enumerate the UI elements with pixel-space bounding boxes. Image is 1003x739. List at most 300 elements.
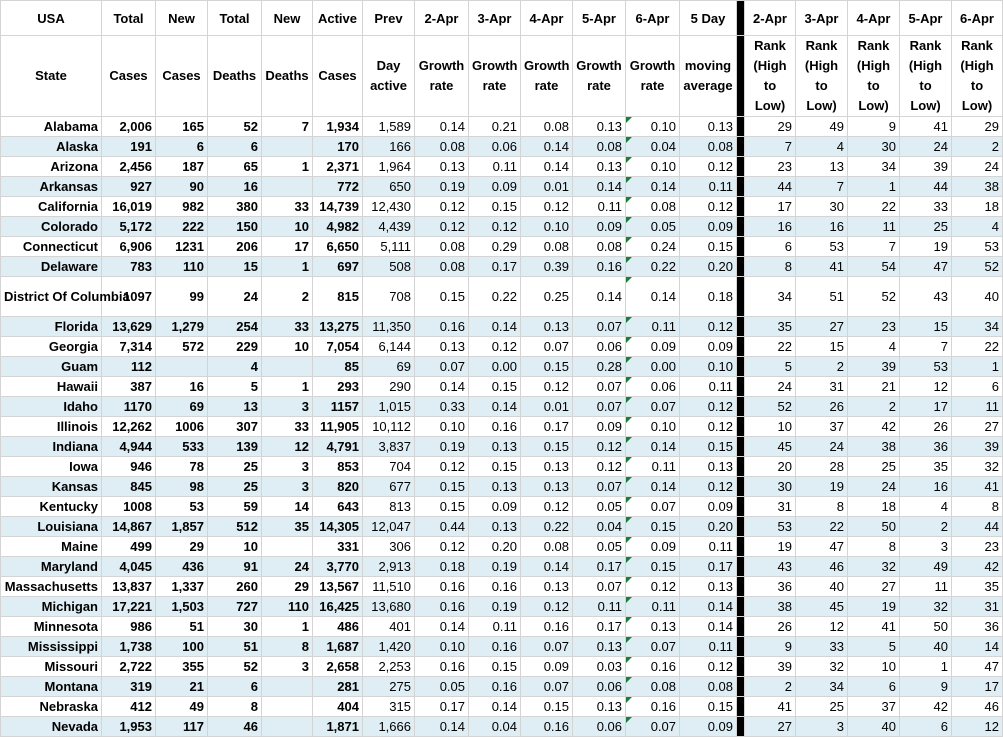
value-cell[interactable]: 927 xyxy=(102,177,156,197)
value-cell[interactable]: 3,837 xyxy=(363,437,415,457)
value-cell[interactable]: 44 xyxy=(745,177,796,197)
value-cell[interactable]: 1170 xyxy=(102,397,156,417)
value-cell[interactable]: 9 xyxy=(848,117,900,137)
value-cell[interactable]: 49 xyxy=(900,557,952,577)
header-cell[interactable]: Cases xyxy=(313,36,363,117)
value-cell[interactable]: 22 xyxy=(848,197,900,217)
value-cell[interactable]: 23 xyxy=(952,537,1003,557)
value-cell[interactable]: 0.14 xyxy=(521,157,573,177)
value-cell[interactable]: 0.19 xyxy=(415,437,469,457)
header-cell[interactable]: Rank (High to Low) xyxy=(796,36,848,117)
value-cell[interactable]: 0.06 xyxy=(573,717,626,737)
value-cell[interactable]: 6,650 xyxy=(313,237,363,257)
value-cell[interactable]: 165 xyxy=(156,117,208,137)
value-cell[interactable]: 0.16 xyxy=(415,597,469,617)
value-cell[interactable]: 0.44 xyxy=(415,517,469,537)
value-cell[interactable]: 0.21 xyxy=(469,117,521,137)
value-cell[interactable]: 1,871 xyxy=(313,717,363,737)
value-cell[interactable]: 0.14 xyxy=(626,177,680,197)
value-cell[interactable]: 0.14 xyxy=(415,117,469,137)
value-cell[interactable]: 45 xyxy=(796,597,848,617)
value-cell[interactable]: 27 xyxy=(848,577,900,597)
state-name-cell[interactable]: Florida xyxy=(1,317,102,337)
value-cell[interactable]: 29 xyxy=(745,117,796,137)
value-cell[interactable] xyxy=(262,717,313,737)
value-cell[interactable]: 436 xyxy=(156,557,208,577)
value-cell[interactable]: 1,420 xyxy=(363,637,415,657)
value-cell[interactable]: 0.14 xyxy=(626,477,680,497)
value-cell[interactable]: 1,953 xyxy=(102,717,156,737)
value-cell[interactable]: 29 xyxy=(262,577,313,597)
header-cell[interactable]: Day active xyxy=(363,36,415,117)
value-cell[interactable]: 0.17 xyxy=(573,557,626,577)
header-cell[interactable]: Cases xyxy=(102,36,156,117)
value-cell[interactable] xyxy=(262,177,313,197)
header-cell[interactable]: Growth rate xyxy=(626,36,680,117)
value-cell[interactable]: 3 xyxy=(262,477,313,497)
header-cell[interactable]: Total xyxy=(208,1,262,36)
value-cell[interactable]: 0.10 xyxy=(626,417,680,437)
value-cell[interactable]: 0.16 xyxy=(415,577,469,597)
value-cell[interactable]: 7 xyxy=(796,177,848,197)
value-cell[interactable]: 1006 xyxy=(156,417,208,437)
value-cell[interactable]: 0.16 xyxy=(415,657,469,677)
value-cell[interactable]: 33 xyxy=(262,317,313,337)
value-cell[interactable]: 16 xyxy=(796,217,848,237)
value-cell[interactable]: 307 xyxy=(208,417,262,437)
value-cell[interactable]: 30 xyxy=(208,617,262,637)
value-cell[interactable]: 1,015 xyxy=(363,397,415,417)
value-cell[interactable]: 21 xyxy=(156,677,208,697)
state-name-cell[interactable]: Arizona xyxy=(1,157,102,177)
value-cell[interactable]: 10 xyxy=(208,537,262,557)
value-cell[interactable]: 0.09 xyxy=(521,657,573,677)
value-cell[interactable]: 31 xyxy=(796,377,848,397)
value-cell[interactable]: 0.13 xyxy=(680,117,737,137)
value-cell[interactable]: 32 xyxy=(952,457,1003,477)
value-cell[interactable]: 0.00 xyxy=(469,357,521,377)
header-cell[interactable]: 2-Apr xyxy=(415,1,469,36)
value-cell[interactable]: 8 xyxy=(745,257,796,277)
value-cell[interactable]: 0.07 xyxy=(573,577,626,597)
state-name-cell[interactable]: Montana xyxy=(1,677,102,697)
value-cell[interactable]: 37 xyxy=(848,697,900,717)
value-cell[interactable]: 0.17 xyxy=(415,697,469,717)
header-cell[interactable]: Growth rate xyxy=(573,36,626,117)
value-cell[interactable]: 0.11 xyxy=(626,597,680,617)
value-cell[interactable]: 0.33 xyxy=(415,397,469,417)
value-cell[interactable]: 0.24 xyxy=(626,237,680,257)
value-cell[interactable]: 1,687 xyxy=(313,637,363,657)
value-cell[interactable]: 3 xyxy=(262,457,313,477)
value-cell[interactable]: 11,905 xyxy=(313,417,363,437)
value-cell[interactable]: 40 xyxy=(900,637,952,657)
value-cell[interactable]: 150 xyxy=(208,217,262,237)
value-cell[interactable]: 0.12 xyxy=(573,457,626,477)
value-cell[interactable]: 0.14 xyxy=(626,437,680,457)
value-cell[interactable]: 0.09 xyxy=(680,337,737,357)
value-cell[interactable]: 78 xyxy=(156,457,208,477)
value-cell[interactable]: 0.16 xyxy=(626,697,680,717)
state-name-cell[interactable]: California xyxy=(1,197,102,217)
value-cell[interactable]: 0.14 xyxy=(415,617,469,637)
state-name-cell[interactable]: Minnesota xyxy=(1,617,102,637)
state-name-cell[interactable]: Alaska xyxy=(1,137,102,157)
value-cell[interactable] xyxy=(262,697,313,717)
value-cell[interactable]: 29 xyxy=(156,537,208,557)
value-cell[interactable]: 50 xyxy=(848,517,900,537)
value-cell[interactable]: 8 xyxy=(848,537,900,557)
value-cell[interactable]: 4,439 xyxy=(363,217,415,237)
value-cell[interactable]: 91 xyxy=(208,557,262,577)
value-cell[interactable]: 41 xyxy=(900,117,952,137)
value-cell[interactable]: 0.13 xyxy=(573,637,626,657)
state-name-cell[interactable]: Alabama xyxy=(1,117,102,137)
header-cell[interactable]: Prev xyxy=(363,1,415,36)
value-cell[interactable] xyxy=(262,357,313,377)
value-cell[interactable]: 0.13 xyxy=(573,157,626,177)
value-cell[interactable]: 17 xyxy=(952,677,1003,697)
value-cell[interactable]: 1 xyxy=(952,357,1003,377)
value-cell[interactable]: 0.11 xyxy=(626,317,680,337)
header-cell[interactable]: 2-Apr xyxy=(745,1,796,36)
value-cell[interactable]: 0.15 xyxy=(415,477,469,497)
value-cell[interactable]: 0.05 xyxy=(626,217,680,237)
value-cell[interactable]: 39 xyxy=(848,357,900,377)
value-cell[interactable]: 53 xyxy=(952,237,1003,257)
value-cell[interactable]: 7 xyxy=(262,117,313,137)
value-cell[interactable]: 54 xyxy=(848,257,900,277)
value-cell[interactable]: 512 xyxy=(208,517,262,537)
value-cell[interactable]: 34 xyxy=(952,317,1003,337)
value-cell[interactable]: 0.12 xyxy=(415,537,469,557)
value-cell[interactable]: 1,503 xyxy=(156,597,208,617)
value-cell[interactable]: 12 xyxy=(952,717,1003,737)
value-cell[interactable]: 34 xyxy=(745,277,796,317)
value-cell[interactable]: 1,279 xyxy=(156,317,208,337)
value-cell[interactable]: 0.14 xyxy=(521,557,573,577)
value-cell[interactable]: 47 xyxy=(796,537,848,557)
value-cell[interactable]: 6,906 xyxy=(102,237,156,257)
value-cell[interactable]: 170 xyxy=(313,137,363,157)
value-cell[interactable]: 1,934 xyxy=(313,117,363,137)
value-cell[interactable]: 0.15 xyxy=(626,557,680,577)
value-cell[interactable]: 0.15 xyxy=(626,517,680,537)
value-cell[interactable]: 0.16 xyxy=(469,637,521,657)
value-cell[interactable]: 191 xyxy=(102,137,156,157)
value-cell[interactable]: 52 xyxy=(848,277,900,317)
state-name-cell[interactable]: Iowa xyxy=(1,457,102,477)
value-cell[interactable]: 12 xyxy=(796,617,848,637)
header-cell[interactable]: Rank (High to Low) xyxy=(900,36,952,117)
value-cell[interactable]: 1 xyxy=(262,157,313,177)
value-cell[interactable]: 380 xyxy=(208,197,262,217)
value-cell[interactable]: 0.08 xyxy=(521,537,573,557)
value-cell[interactable]: 986 xyxy=(102,617,156,637)
value-cell[interactable]: 17 xyxy=(745,197,796,217)
value-cell[interactable]: 19 xyxy=(745,537,796,557)
value-cell[interactable]: 17 xyxy=(262,237,313,257)
value-cell[interactable]: 1231 xyxy=(156,237,208,257)
value-cell[interactable]: 0.05 xyxy=(415,677,469,697)
value-cell[interactable]: 30 xyxy=(796,197,848,217)
value-cell[interactable]: 52 xyxy=(208,657,262,677)
state-name-cell[interactable]: Georgia xyxy=(1,337,102,357)
value-cell[interactable]: 0.14 xyxy=(415,377,469,397)
value-cell[interactable]: 290 xyxy=(363,377,415,397)
value-cell[interactable]: 0.16 xyxy=(469,677,521,697)
state-name-cell[interactable]: Delaware xyxy=(1,257,102,277)
value-cell[interactable]: 0.01 xyxy=(521,397,573,417)
header-cell[interactable]: 4-Apr xyxy=(521,1,573,36)
header-cell[interactable]: Deaths xyxy=(208,36,262,117)
state-name-cell[interactable]: Hawaii xyxy=(1,377,102,397)
value-cell[interactable]: 11 xyxy=(900,577,952,597)
value-cell[interactable]: 845 xyxy=(102,477,156,497)
value-cell[interactable]: 0.12 xyxy=(415,217,469,237)
value-cell[interactable]: 0.14 xyxy=(573,177,626,197)
value-cell[interactable]: 0.13 xyxy=(573,697,626,717)
value-cell[interactable]: 18 xyxy=(952,197,1003,217)
value-cell[interactable]: 38 xyxy=(952,177,1003,197)
value-cell[interactable]: 0.15 xyxy=(521,697,573,717)
value-cell[interactable] xyxy=(262,537,313,557)
header-cell[interactable]: Growth rate xyxy=(469,36,521,117)
state-name-cell[interactable]: Illinois xyxy=(1,417,102,437)
value-cell[interactable]: 26 xyxy=(900,417,952,437)
value-cell[interactable]: 412 xyxy=(102,697,156,717)
value-cell[interactable]: 23 xyxy=(848,317,900,337)
value-cell[interactable]: 0.22 xyxy=(521,517,573,537)
state-name-cell[interactable]: Michigan xyxy=(1,597,102,617)
value-cell[interactable]: 47 xyxy=(952,657,1003,677)
value-cell[interactable]: 1 xyxy=(262,617,313,637)
header-cell[interactable]: Cases xyxy=(156,36,208,117)
value-cell[interactable]: 6 xyxy=(745,237,796,257)
value-cell[interactable]: 0.20 xyxy=(469,537,521,557)
value-cell[interactable]: 32 xyxy=(900,597,952,617)
value-cell[interactable]: 65 xyxy=(208,157,262,177)
value-cell[interactable]: 3 xyxy=(900,537,952,557)
value-cell[interactable]: 25 xyxy=(208,477,262,497)
value-cell[interactable]: 52 xyxy=(745,397,796,417)
value-cell[interactable]: 15 xyxy=(796,337,848,357)
value-cell[interactable]: 0.20 xyxy=(680,517,737,537)
state-name-cell[interactable]: Guam xyxy=(1,357,102,377)
value-cell[interactable]: 946 xyxy=(102,457,156,477)
value-cell[interactable]: 0.04 xyxy=(626,137,680,157)
value-cell[interactable]: 697 xyxy=(313,257,363,277)
state-name-cell[interactable]: Maryland xyxy=(1,557,102,577)
value-cell[interactable]: 0.18 xyxy=(680,277,737,317)
value-cell[interactable]: 46 xyxy=(952,697,1003,717)
value-cell[interactable]: 42 xyxy=(848,417,900,437)
value-cell[interactable]: 24 xyxy=(208,277,262,317)
value-cell[interactable]: 0.11 xyxy=(573,597,626,617)
value-cell[interactable]: 2,722 xyxy=(102,657,156,677)
value-cell[interactable]: 33 xyxy=(796,637,848,657)
value-cell[interactable]: 22 xyxy=(745,337,796,357)
value-cell[interactable]: 9 xyxy=(745,637,796,657)
value-cell[interactable]: 0.15 xyxy=(680,697,737,717)
value-cell[interactable]: 0.13 xyxy=(680,457,737,477)
value-cell[interactable]: 12 xyxy=(262,437,313,457)
state-name-cell[interactable]: Massachusetts xyxy=(1,577,102,597)
value-cell[interactable]: 13 xyxy=(796,157,848,177)
value-cell[interactable]: 36 xyxy=(900,437,952,457)
value-cell[interactable]: 1,589 xyxy=(363,117,415,137)
value-cell[interactable]: 0.14 xyxy=(680,597,737,617)
value-cell[interactable]: 46 xyxy=(796,557,848,577)
value-cell[interactable]: 2,253 xyxy=(363,657,415,677)
value-cell[interactable]: 0.07 xyxy=(521,337,573,357)
value-cell[interactable]: 0.07 xyxy=(626,717,680,737)
value-cell[interactable]: 206 xyxy=(208,237,262,257)
value-cell[interactable]: 0.10 xyxy=(626,157,680,177)
value-cell[interactable]: 29 xyxy=(952,117,1003,137)
value-cell[interactable]: 0.08 xyxy=(415,237,469,257)
value-cell[interactable]: 0.08 xyxy=(626,197,680,217)
value-cell[interactable]: 39 xyxy=(900,157,952,177)
value-cell[interactable]: 19 xyxy=(900,237,952,257)
value-cell[interactable]: 1097 xyxy=(102,277,156,317)
value-cell[interactable]: 0.14 xyxy=(469,317,521,337)
state-name-cell[interactable]: Maine xyxy=(1,537,102,557)
value-cell[interactable]: 110 xyxy=(262,597,313,617)
value-cell[interactable]: 708 xyxy=(363,277,415,317)
value-cell[interactable]: 0.14 xyxy=(415,717,469,737)
value-cell[interactable]: 0.13 xyxy=(626,617,680,637)
value-cell[interactable]: 0.12 xyxy=(521,597,573,617)
value-cell[interactable]: 0.04 xyxy=(573,517,626,537)
value-cell[interactable]: 24 xyxy=(900,137,952,157)
value-cell[interactable]: 0.07 xyxy=(573,477,626,497)
value-cell[interactable]: 44 xyxy=(952,517,1003,537)
value-cell[interactable]: 1008 xyxy=(102,497,156,517)
value-cell[interactable]: 0.11 xyxy=(469,617,521,637)
value-cell[interactable]: 2 xyxy=(262,277,313,317)
value-cell[interactable]: 10 xyxy=(262,337,313,357)
value-cell[interactable]: 0.07 xyxy=(626,397,680,417)
value-cell[interactable]: 27 xyxy=(796,317,848,337)
value-cell[interactable]: 33 xyxy=(262,417,313,437)
value-cell[interactable]: 5 xyxy=(745,357,796,377)
value-cell[interactable]: 2,006 xyxy=(102,117,156,137)
value-cell[interactable]: 0.10 xyxy=(415,637,469,657)
value-cell[interactable]: 0.07 xyxy=(573,377,626,397)
value-cell[interactable]: 0.13 xyxy=(521,477,573,497)
state-name-cell[interactable]: Colorado xyxy=(1,217,102,237)
value-cell[interactable]: 0.15 xyxy=(521,357,573,377)
value-cell[interactable]: 2 xyxy=(952,137,1003,157)
value-cell[interactable]: 14,305 xyxy=(313,517,363,537)
value-cell[interactable]: 18 xyxy=(848,497,900,517)
value-cell[interactable]: 0.08 xyxy=(415,257,469,277)
value-cell[interactable]: 0.13 xyxy=(415,337,469,357)
value-cell[interactable]: 0.10 xyxy=(680,357,737,377)
value-cell[interactable]: 13 xyxy=(208,397,262,417)
value-cell[interactable]: 0.03 xyxy=(573,657,626,677)
value-cell[interactable]: 5,111 xyxy=(363,237,415,257)
state-name-cell[interactable]: Kansas xyxy=(1,477,102,497)
value-cell[interactable]: 3 xyxy=(796,717,848,737)
value-cell[interactable]: 22 xyxy=(796,517,848,537)
value-cell[interactable]: 0.14 xyxy=(626,277,680,317)
value-cell[interactable]: 0.11 xyxy=(680,377,737,397)
value-cell[interactable]: 222 xyxy=(156,217,208,237)
value-cell[interactable]: 0.13 xyxy=(469,517,521,537)
value-cell[interactable]: 22 xyxy=(952,337,1003,357)
value-cell[interactable]: 0.16 xyxy=(573,257,626,277)
value-cell[interactable]: 98 xyxy=(156,477,208,497)
value-cell[interactable]: 2,371 xyxy=(313,157,363,177)
value-cell[interactable]: 32 xyxy=(796,657,848,677)
state-name-cell[interactable]: Idaho xyxy=(1,397,102,417)
value-cell[interactable]: 0.09 xyxy=(680,497,737,517)
header-cell[interactable]: Rank (High to Low) xyxy=(745,36,796,117)
value-cell[interactable]: 4,791 xyxy=(313,437,363,457)
value-cell[interactable]: 14 xyxy=(952,637,1003,657)
value-cell[interactable]: 0.01 xyxy=(521,177,573,197)
value-cell[interactable]: 0.39 xyxy=(521,257,573,277)
value-cell[interactable]: 112 xyxy=(102,357,156,377)
value-cell[interactable]: 1,738 xyxy=(102,637,156,657)
value-cell[interactable]: 24 xyxy=(848,477,900,497)
header-cell[interactable]: Growth rate xyxy=(415,36,469,117)
value-cell[interactable]: 0.13 xyxy=(521,317,573,337)
value-cell[interactable]: 13,837 xyxy=(102,577,156,597)
value-cell[interactable]: 982 xyxy=(156,197,208,217)
value-cell[interactable]: 20 xyxy=(745,457,796,477)
value-cell[interactable]: 0.09 xyxy=(469,177,521,197)
value-cell[interactable]: 139 xyxy=(208,437,262,457)
value-cell[interactable]: 0.09 xyxy=(469,497,521,517)
value-cell[interactable]: 4 xyxy=(952,217,1003,237)
value-cell[interactable]: 0.08 xyxy=(415,137,469,157)
value-cell[interactable]: 38 xyxy=(745,597,796,617)
value-cell[interactable]: 25 xyxy=(796,697,848,717)
value-cell[interactable]: 4 xyxy=(208,357,262,377)
value-cell[interactable]: 52 xyxy=(952,257,1003,277)
value-cell[interactable]: 533 xyxy=(156,437,208,457)
value-cell[interactable]: 16,425 xyxy=(313,597,363,617)
value-cell[interactable]: 35 xyxy=(262,517,313,537)
value-cell[interactable]: 99 xyxy=(156,277,208,317)
value-cell[interactable]: 2 xyxy=(848,397,900,417)
value-cell[interactable]: 1 xyxy=(848,177,900,197)
header-cell[interactable]: Total xyxy=(102,1,156,36)
header-cell[interactable]: State xyxy=(1,36,102,117)
value-cell[interactable]: 1 xyxy=(900,657,952,677)
value-cell[interactable]: 16 xyxy=(208,177,262,197)
value-cell[interactable]: 24 xyxy=(952,157,1003,177)
value-cell[interactable]: 0.12 xyxy=(469,217,521,237)
value-cell[interactable]: 0.11 xyxy=(680,177,737,197)
header-cell[interactable]: Rank (High to Low) xyxy=(848,36,900,117)
value-cell[interactable]: 331 xyxy=(313,537,363,557)
value-cell[interactable]: 0.12 xyxy=(680,317,737,337)
value-cell[interactable]: 117 xyxy=(156,717,208,737)
value-cell[interactable]: 0.12 xyxy=(680,477,737,497)
value-cell[interactable]: 0.08 xyxy=(521,237,573,257)
value-cell[interactable]: 404 xyxy=(313,697,363,717)
value-cell[interactable]: 44 xyxy=(900,177,952,197)
header-cell[interactable]: Growth rate xyxy=(521,36,573,117)
value-cell[interactable]: 10 xyxy=(262,217,313,237)
value-cell[interactable]: 2,913 xyxy=(363,557,415,577)
value-cell[interactable]: 3,770 xyxy=(313,557,363,577)
value-cell[interactable]: 110 xyxy=(156,257,208,277)
